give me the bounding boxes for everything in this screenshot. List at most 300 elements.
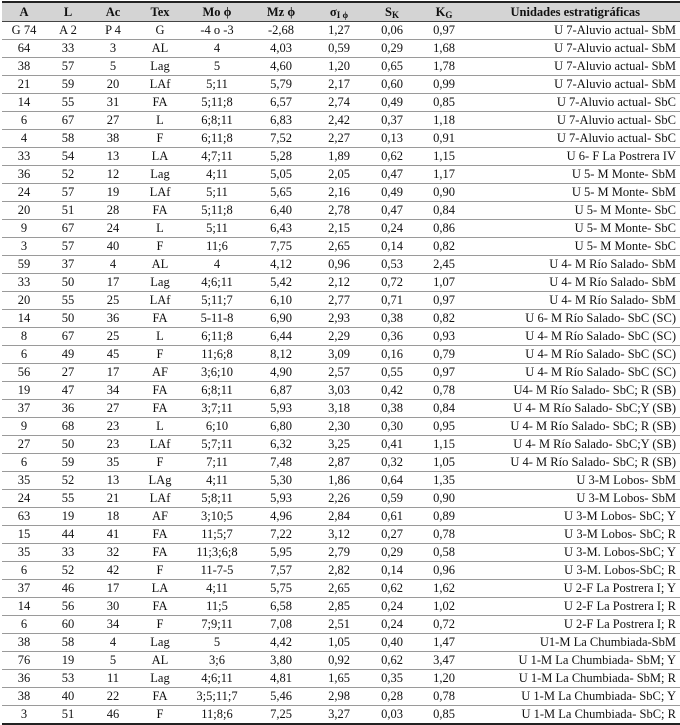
column-header — [184, 2, 250, 22]
column-header — [418, 2, 470, 22]
table-cell: 0,90 — [433, 185, 455, 199]
table-row — [2, 490, 680, 508]
table-cell: 7,52 — [270, 131, 292, 145]
table-cell: FA — [152, 203, 168, 217]
table-row — [2, 58, 680, 76]
table-cell: 6;8;11 — [201, 113, 233, 127]
table-cell: U 2-F La Postrera I; Y — [563, 581, 676, 595]
table-row — [2, 112, 680, 130]
table-row — [2, 256, 680, 274]
table-row — [2, 148, 680, 166]
table-cell: 0,29 — [381, 545, 403, 559]
table-cell: 11 — [106, 671, 120, 685]
table-cell: 38 — [17, 635, 31, 649]
table-cell: P 4 — [105, 23, 121, 37]
table-cell: 5,93 — [270, 491, 292, 505]
table-cell: F — [156, 239, 164, 253]
table-cell: 38 — [17, 689, 31, 703]
table-cell: 1,20 — [433, 671, 455, 685]
column-header-label: L — [63, 4, 73, 19]
column-header — [366, 2, 418, 22]
table-cell: 0,29 — [381, 41, 403, 55]
table-cell: U 7-Aluvio actual- SbC — [556, 95, 676, 109]
table-cell: 56 — [61, 599, 75, 613]
table-cell: 21 — [106, 491, 120, 505]
table-cell: 6,43 — [270, 221, 292, 235]
table-cell: 0,82 — [433, 311, 455, 325]
table-cell: 7,22 — [270, 527, 292, 541]
table-cell: U 7-Aluvio actual- SbM — [554, 59, 676, 73]
table-cell: U 5- M Monte- SbC — [574, 203, 676, 217]
table-cell: 7,48 — [270, 455, 292, 469]
table-cell: U 4- M Río Salado- SbC (SC) — [525, 365, 676, 379]
table-cell: 52 — [61, 473, 75, 487]
table-row — [2, 274, 680, 292]
table-cell: 1,05 — [433, 455, 455, 469]
table-row — [2, 382, 680, 400]
table-cell: 2,57 — [328, 365, 350, 379]
table-cell: 0,13 — [381, 131, 403, 145]
table-cell: 11;8;6 — [201, 707, 233, 721]
table-cell: U 3-M Lobos- SbC; R — [564, 527, 676, 541]
table-cell: 0,30 — [381, 419, 403, 433]
table-cell: 0,27 — [381, 527, 403, 541]
table-row — [2, 634, 680, 652]
table-cell: 57 — [61, 239, 75, 253]
table-cell: 3,12 — [328, 527, 350, 541]
table-cell: 4;11 — [206, 581, 228, 595]
table-cell: 40 — [61, 689, 75, 703]
table-cell: 6;11;8 — [201, 329, 233, 343]
table-cell: 40 — [106, 239, 120, 253]
table-cell: 0,64 — [381, 473, 403, 487]
table-cell: 0,85 — [433, 95, 455, 109]
table-row — [2, 472, 680, 490]
table-cell: 5,28 — [270, 149, 292, 163]
table-cell: 19 — [17, 383, 31, 397]
table-cell: 0,24 — [381, 599, 403, 613]
table-cell: 5 — [109, 59, 117, 73]
table-cell: 6;11;8 — [201, 131, 233, 145]
table-cell: 17 — [106, 581, 120, 595]
table-cell: 52 — [61, 563, 75, 577]
table-cell: G 74 — [11, 23, 37, 37]
table-cell: AL — [151, 653, 169, 667]
table-row — [2, 184, 680, 202]
table-cell: 11;6 — [206, 239, 228, 253]
table-cell: 0,41 — [381, 437, 403, 451]
column-header — [470, 2, 680, 22]
table-cell: 64 — [17, 41, 31, 55]
table-cell: 50 — [61, 437, 75, 451]
table-cell: 34 — [106, 383, 120, 397]
table-row — [2, 508, 680, 526]
table-container — [2, 1, 676, 725]
table-cell: 38 — [17, 59, 31, 73]
table-cell: 7,75 — [270, 239, 292, 253]
column-header-label: Mo ϕ — [202, 4, 232, 19]
table-cell: 4 — [213, 257, 221, 271]
table-cell: LAf — [149, 77, 171, 91]
table-cell: 3;7;11 — [201, 401, 233, 415]
table-row — [2, 364, 680, 382]
table-row — [2, 292, 680, 310]
table-cell: 2,45 — [433, 257, 455, 271]
table-cell: 3,27 — [328, 707, 350, 721]
table-cell: 35 — [106, 455, 120, 469]
table-cell: LAf — [149, 491, 171, 505]
table-cell: AF — [152, 509, 168, 523]
table-cell: FA — [152, 545, 168, 559]
table-cell: G — [155, 23, 165, 37]
table-cell: 2,17 — [328, 77, 350, 91]
table-cell: Lag — [150, 635, 170, 649]
table-cell: 35 — [17, 545, 31, 559]
table-cell: 0,49 — [381, 185, 403, 199]
table-cell: 5;7;11 — [201, 437, 233, 451]
table-cell: 36 — [106, 311, 120, 325]
table-cell: U 7-Aluvio actual- SbM — [554, 77, 676, 91]
table-cell: 0,97 — [433, 293, 455, 307]
table-body — [2, 22, 680, 725]
table-cell: 7,25 — [270, 707, 292, 721]
table-cell: 0,96 — [433, 563, 455, 577]
table-cell: 0,85 — [433, 707, 455, 721]
table-cell: F — [156, 455, 164, 469]
table-cell: 8,12 — [270, 347, 292, 361]
table-cell: L — [156, 329, 164, 343]
table-cell: 42 — [106, 563, 120, 577]
table-cell: 67 — [61, 113, 75, 127]
table-cell: 53 — [61, 671, 75, 685]
table-cell: 6,57 — [270, 95, 292, 109]
table-cell: 1,78 — [433, 59, 455, 73]
table-cell: 6,58 — [270, 599, 292, 613]
table-row — [2, 544, 680, 562]
table-cell: 47 — [61, 383, 75, 397]
table-cell: 6 — [20, 455, 28, 469]
table-cell: 4,96 — [270, 509, 292, 523]
table-cell: L — [156, 221, 164, 235]
table-cell: 0,42 — [381, 383, 403, 397]
table-row — [2, 418, 680, 436]
table-cell: 3,80 — [270, 653, 292, 667]
table-cell: 59 — [61, 455, 75, 469]
table-cell: 36 — [17, 671, 31, 685]
table-cell: 7;9;11 — [201, 617, 233, 631]
table-cell: 17 — [106, 275, 120, 289]
table-cell: FA — [152, 95, 168, 109]
table-cell: U 6- M Río Salado- SbC (SC) — [525, 311, 676, 325]
table-cell: 4 — [20, 131, 28, 145]
table-cell: 36 — [61, 401, 75, 415]
table-row — [2, 706, 680, 725]
table-cell: 0,49 — [381, 95, 403, 109]
table-cell: 0,32 — [381, 455, 403, 469]
table-cell: 1,86 — [328, 473, 350, 487]
table-cell: Lag — [150, 671, 170, 685]
table-cell: 6,90 — [270, 311, 292, 325]
table-cell: 68 — [61, 419, 75, 433]
table-cell: U 1-M La Chumbiada- SbM; R — [518, 671, 676, 685]
table-cell: 0,36 — [381, 329, 403, 343]
table-cell: U 3-M. Lobos-SbC; Y — [563, 545, 676, 559]
table-cell: 5,30 — [270, 473, 292, 487]
table-cell: 14 — [17, 599, 31, 613]
table-cell: 1,68 — [433, 41, 455, 55]
table-row — [2, 130, 680, 148]
table-cell: 20 — [17, 293, 31, 307]
table-cell: 5;11 — [206, 77, 228, 91]
table-cell: 11;6;8 — [201, 347, 233, 361]
table-cell: 3;6 — [209, 653, 225, 667]
table-cell: 21 — [17, 77, 31, 91]
table-cell: 1,02 — [433, 599, 455, 613]
table-cell: 19 — [61, 509, 75, 523]
table-cell: 1,27 — [328, 23, 350, 37]
table-cell: 55 — [61, 95, 75, 109]
stratigraphic-data-table — [2, 1, 680, 725]
table-cell: U 4- M Río Salado- SbM — [549, 293, 676, 307]
table-cell: U 6- F La Postrera IV — [566, 149, 676, 163]
table-cell: 2,15 — [328, 221, 350, 235]
table-cell: 2,85 — [328, 599, 350, 613]
column-header-label: Tex — [150, 4, 170, 19]
table-cell: 5,93 — [270, 401, 292, 415]
table-cell: 0,89 — [433, 509, 455, 523]
table-cell: 37 — [61, 257, 75, 271]
column-header — [136, 2, 184, 22]
table-cell: LAf — [149, 437, 171, 451]
table-cell: 5,05 — [270, 167, 292, 181]
table-cell: 76 — [17, 653, 31, 667]
table-cell: 0,84 — [433, 401, 455, 415]
table-cell: 5 — [213, 59, 221, 73]
table-cell: 2,78 — [328, 203, 350, 217]
table-cell: 0,14 — [381, 563, 403, 577]
table-cell: U 4- M Río Salado- SbC;Y (SB) — [513, 437, 676, 451]
table-cell: U 4- M Río Salado- SbM — [549, 275, 676, 289]
table-cell: 2,16 — [328, 185, 350, 199]
table-cell: FA — [152, 689, 168, 703]
table-cell: 0,72 — [381, 275, 403, 289]
table-cell: 30 — [106, 599, 120, 613]
table-cell: 0,62 — [381, 149, 403, 163]
table-row — [2, 688, 680, 706]
table-cell: 19 — [61, 653, 75, 667]
table-row — [2, 202, 680, 220]
table-cell: U 4- M Río Salado- SbC; R (SB) — [510, 419, 676, 433]
table-cell: F — [156, 347, 164, 361]
table-cell: L — [156, 419, 164, 433]
table-cell: F — [156, 617, 164, 631]
table-cell: 11;5 — [206, 599, 228, 613]
table-cell: 6,10 — [270, 293, 292, 307]
table-cell: F — [156, 563, 164, 577]
table-cell: 50 — [61, 275, 75, 289]
table-cell: Lag — [150, 59, 170, 73]
table-cell: 67 — [61, 221, 75, 235]
table-cell: 6 — [20, 563, 28, 577]
table-cell: 0,82 — [433, 239, 455, 253]
table-cell: 5;11 — [206, 185, 228, 199]
table-cell: 0,78 — [433, 527, 455, 541]
table-cell: 4,60 — [270, 59, 292, 73]
table-cell: 0,99 — [433, 77, 455, 91]
table-cell: 18 — [106, 509, 120, 523]
table-cell: 1,17 — [433, 167, 455, 181]
column-header-label: Unidades estratigráficas — [510, 4, 640, 19]
table-cell: 54 — [61, 149, 75, 163]
table-cell: LAg — [148, 473, 172, 487]
table-cell: FA — [152, 383, 168, 397]
table-cell: 5,75 — [270, 581, 292, 595]
table-cell: 0,91 — [433, 131, 455, 145]
table-row — [2, 238, 680, 256]
table-cell: 0,72 — [433, 617, 455, 631]
table-cell: U 7-Aluvio actual- SbC — [556, 131, 676, 145]
table-row — [2, 94, 680, 112]
table-cell: 5 — [109, 653, 117, 667]
table-cell: U 3-M Lobos- SbM — [576, 473, 676, 487]
table-cell: 28 — [106, 203, 120, 217]
table-cell: 0,37 — [381, 113, 403, 127]
table-cell: 4 — [213, 41, 221, 55]
table-cell: 27 — [17, 437, 31, 451]
table-cell: 0,90 — [433, 491, 455, 505]
table-cell: 0,47 — [381, 203, 403, 217]
table-cell: 1,47 — [433, 635, 455, 649]
table-cell: 5;8;11 — [201, 491, 233, 505]
table-cell: 24 — [17, 491, 31, 505]
table-cell: 2,79 — [328, 545, 350, 559]
table-cell: 0,53 — [381, 257, 403, 271]
table-cell: 25 — [106, 293, 120, 307]
table-cell: 24 — [106, 221, 120, 235]
table-cell: 1,35 — [433, 473, 455, 487]
table-cell: 6;8;11 — [201, 383, 233, 397]
table-cell: 11;3;6;8 — [196, 545, 238, 559]
table-cell: 59 — [17, 257, 31, 271]
table-cell: -2,68 — [267, 23, 295, 37]
column-header-label: σ — [329, 4, 337, 19]
table-cell: 46 — [106, 707, 120, 721]
table-cell: 0,92 — [328, 653, 350, 667]
table-cell: 4,03 — [270, 41, 292, 55]
table-cell: 23 — [106, 419, 120, 433]
table-cell: 6,83 — [270, 113, 292, 127]
table-cell: 3 — [20, 707, 28, 721]
table-cell: 33 — [17, 149, 31, 163]
table-cell: F — [156, 707, 164, 721]
table-cell: 5,46 — [270, 689, 292, 703]
table-cell: U 2-F La Postrera I; R — [563, 599, 676, 613]
table-cell: 57 — [61, 59, 75, 73]
table-cell: 36 — [17, 167, 31, 181]
table-cell: 0,97 — [433, 23, 455, 37]
table-cell: FA — [152, 527, 168, 541]
table-cell: U 5- M Monte- SbC — [574, 239, 676, 253]
table-cell: LAf — [149, 293, 171, 307]
table-cell: 27 — [106, 401, 120, 415]
table-cell: 6;10 — [205, 419, 229, 433]
table-cell: 0,79 — [433, 347, 455, 361]
table-cell: 0,93 — [433, 329, 455, 343]
table-cell: 59 — [61, 77, 75, 91]
table-cell: U 7-Aluvio actual- SbM — [554, 41, 676, 55]
table-cell: 4;6;11 — [201, 275, 233, 289]
table-cell: 33 — [61, 41, 75, 55]
table-cell: 0,78 — [433, 689, 455, 703]
table-row — [2, 310, 680, 328]
table-row — [2, 346, 680, 364]
table-cell: 6 — [20, 617, 28, 631]
table-cell: 4,42 — [270, 635, 292, 649]
table-cell: 5;11;8 — [201, 203, 233, 217]
table-cell: 58 — [61, 635, 75, 649]
table-cell: U 3-M Lobos- SbC; Y — [563, 509, 676, 523]
column-header-label: S — [385, 4, 392, 19]
table-cell: U 4- M Río Salado- SbC; R (SB) — [510, 455, 676, 469]
table-cell: 5,42 — [270, 275, 292, 289]
table-cell: 22 — [106, 689, 120, 703]
table-cell: 44 — [61, 527, 75, 541]
table-cell: 0,65 — [381, 59, 403, 73]
table-cell: 9 — [20, 221, 28, 235]
table-cell: FA — [152, 311, 168, 325]
table-cell: 2,93 — [328, 311, 350, 325]
table-cell: 1,07 — [433, 275, 455, 289]
table-cell: U 3-M Lobos- SbM — [576, 491, 676, 505]
column-header-label: A — [19, 4, 29, 19]
table-cell: 2,26 — [328, 491, 350, 505]
table-cell: 2,74 — [328, 95, 350, 109]
column-header — [90, 2, 136, 22]
table-row — [2, 220, 680, 238]
table-cell: AL — [151, 257, 169, 271]
table-cell: 2,12 — [328, 275, 350, 289]
table-cell: 5;11;8 — [201, 95, 233, 109]
table-cell: 0,47 — [381, 167, 403, 181]
table-cell: U 4- M Río Salado- SbM — [549, 257, 676, 271]
table-cell: 32 — [106, 545, 120, 559]
table-row — [2, 580, 680, 598]
table-cell: U4- M Río Salado- SbC; R (SB) — [513, 383, 676, 397]
table-cell: 24 — [17, 185, 31, 199]
table-cell: 4,12 — [270, 257, 292, 271]
table-cell: 3;5;11;7 — [196, 689, 238, 703]
table-cell: 0,78 — [433, 383, 455, 397]
table-cell: 45 — [106, 347, 120, 361]
table-row — [2, 562, 680, 580]
table-cell: 34 — [106, 617, 120, 631]
table-cell: U 1-M La Chumbiada- SbC; R — [521, 707, 676, 721]
table-cell: 1,65 — [328, 671, 350, 685]
table-cell: 0,71 — [381, 293, 403, 307]
table-row — [2, 526, 680, 544]
table-cell: U 7-Aluvio actual- SbC — [556, 113, 676, 127]
table-cell: 5-11-8 — [200, 311, 234, 325]
table-cell: 6,32 — [270, 437, 292, 451]
table-cell: 1,05 — [328, 635, 350, 649]
table-cell: 15 — [17, 527, 31, 541]
table-cell: 13 — [106, 473, 120, 487]
table-cell: 0,24 — [381, 617, 403, 631]
column-header-subscript: K — [391, 9, 399, 20]
table-cell: 7,08 — [270, 617, 292, 631]
table-cell: 37 — [17, 401, 31, 415]
table-cell: 0,38 — [381, 311, 403, 325]
